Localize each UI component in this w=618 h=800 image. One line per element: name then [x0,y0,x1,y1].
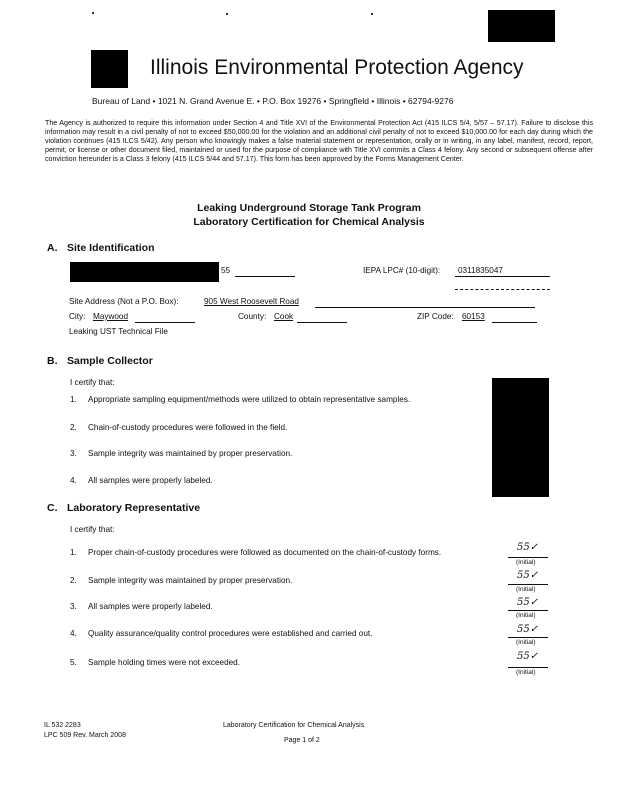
lpc-label: IEPA LPC# (10-digit): [363,266,441,275]
item-text: Sample integrity was maintained by proper preservation. [88,449,293,458]
zip-label: ZIP Code: [417,312,454,321]
section-a-heading [47,242,155,254]
county-label: County: [238,312,267,321]
section-c-heading [47,502,200,514]
lpc-value: 0311835047 [458,266,503,275]
city-underline [135,322,195,323]
list-item [70,476,213,485]
initials-handwritten: 55✓ [517,624,539,635]
list-item [70,423,287,432]
footer-page-number: Page 1 of 2 [284,737,320,744]
list-item [70,548,441,557]
zip-value: 60153 [462,312,485,321]
scan-speck [226,13,228,15]
file-text: Leaking UST Technical File [69,327,168,336]
list-item [70,629,372,638]
footer-form-id: IL 532 2283 [44,722,81,729]
initial-line [508,610,548,611]
section-title: Laboratory Representative [67,502,201,514]
redaction-block-logo [91,50,128,88]
city-label: City: [69,312,86,321]
list-item [70,395,410,404]
list-item [70,449,292,458]
initial-label: (Initial) [516,559,536,566]
list-item [70,602,213,611]
item-text: Quality assurance/quality control procedures were established and carried out. [88,629,373,638]
item-text: All samples were properly labeled. [88,476,213,485]
item-text: All samples were properly labeled. [88,602,213,611]
legal-notice: The Agency is authorized to require this information under Section 4 and Title XVI of the Environmental Protection Act (415 ILCS 5/4, 5/57 – 57.17). Failure to disclose this information may result in a civil penalty of not to exceed $50,000.00 for the violation and an additional civil penalty of not to exceed $10,000.00 for each day during which the violation continues (415 ILCS 5/42). Any person who knowingly makes a false material statement or representation, orally or in writing, in any label, manifest, record, report, permit, or license or other document filed, maintained or used for the purpose of compliance with Title XVI commits a Class 4 felony. Any second or subsequent offense after conviction hereunder is a Class 3 felony (415 ILCS 5/44 and 57.17). This form has been approved by the Forms Management Center. [45,119,593,163]
redaction-block-signature [492,378,549,497]
section-c-intro: I certify that: [70,525,115,534]
item-number: 4. [70,629,77,638]
lpc-underline-2 [455,289,550,290]
initial-line [508,637,548,638]
lpc-underline [455,276,550,277]
item-text: Chain-of-custody procedures were followed in the field. [88,423,288,432]
county-value: Cook [274,312,294,321]
initial-label: (Initial) [516,639,536,646]
initial-line [508,557,548,558]
section-letter: B. [47,355,58,367]
section-title: Site Identification [67,242,155,254]
site-address-label: Site Address (Not a P.O. Box): [69,297,179,306]
initials-handwritten: 55✓ [517,597,539,608]
initial-line [508,584,548,585]
item-text: Sample integrity was maintained by proper preservation. [88,576,293,585]
item-number: 4. [70,476,77,485]
item-text: Proper chain-of-custody procedures were followed as documented on the chain-of-custody forms. [88,548,442,557]
county-underline [297,322,347,323]
site-name-underline [235,276,295,277]
item-number: 5. [70,658,77,667]
site-name-partial: 55 [221,266,231,275]
item-number: 3. [70,449,77,458]
item-text: Sample holding times were not exceeded. [88,658,241,667]
form-title: Laboratory Certification for Chemical Analysis [193,216,425,228]
redaction-block-top-right [488,10,555,42]
initial-line [508,667,548,668]
site-address-underline [315,307,535,308]
initials-handwritten: 55✓ [517,542,539,553]
site-address-value: 905 West Roosevelt Road [204,297,299,306]
section-b-intro: I certify that: [70,378,115,387]
item-number: 1. [70,548,77,557]
item-number: 3. [70,602,77,611]
initial-label: (Initial) [516,612,536,619]
scan-speck [92,12,94,14]
footer-revision: LPC 509 Rev. March 2008 [44,732,126,739]
item-number: 2. [70,576,77,585]
program-title: Leaking Underground Storage Tank Program [197,202,421,214]
item-number: 2. [70,423,77,432]
initials-handwritten: 55✓ [517,651,539,662]
agency-address: Bureau of Land • 1021 N. Grand Avenue E. • P.O. Box 19276 • Springfield • Illinois • 62794-9276 [92,96,454,106]
redaction-block-site-name [70,262,219,282]
item-number: 1. [70,395,77,404]
scan-speck [371,13,373,15]
section-title: Sample Collector [67,355,153,367]
zip-underline [492,322,537,323]
agency-title: Illinois Environmental Protection Agency [150,56,524,79]
list-item [70,576,292,585]
city-value: Maywood [93,312,129,321]
section-letter: C. [47,502,58,514]
initials-handwritten: 55✓ [517,570,539,581]
section-letter: A. [47,242,58,254]
footer-title: Laboratory Certification for Chemical Analysis [223,722,365,729]
item-text: Appropriate sampling equipment/methods were utilized to obtain representative samples. [88,395,411,404]
initial-label: (Initial) [516,586,536,593]
initial-label: (Initial) [516,669,536,676]
list-item [70,658,240,667]
section-b-heading [47,355,153,367]
